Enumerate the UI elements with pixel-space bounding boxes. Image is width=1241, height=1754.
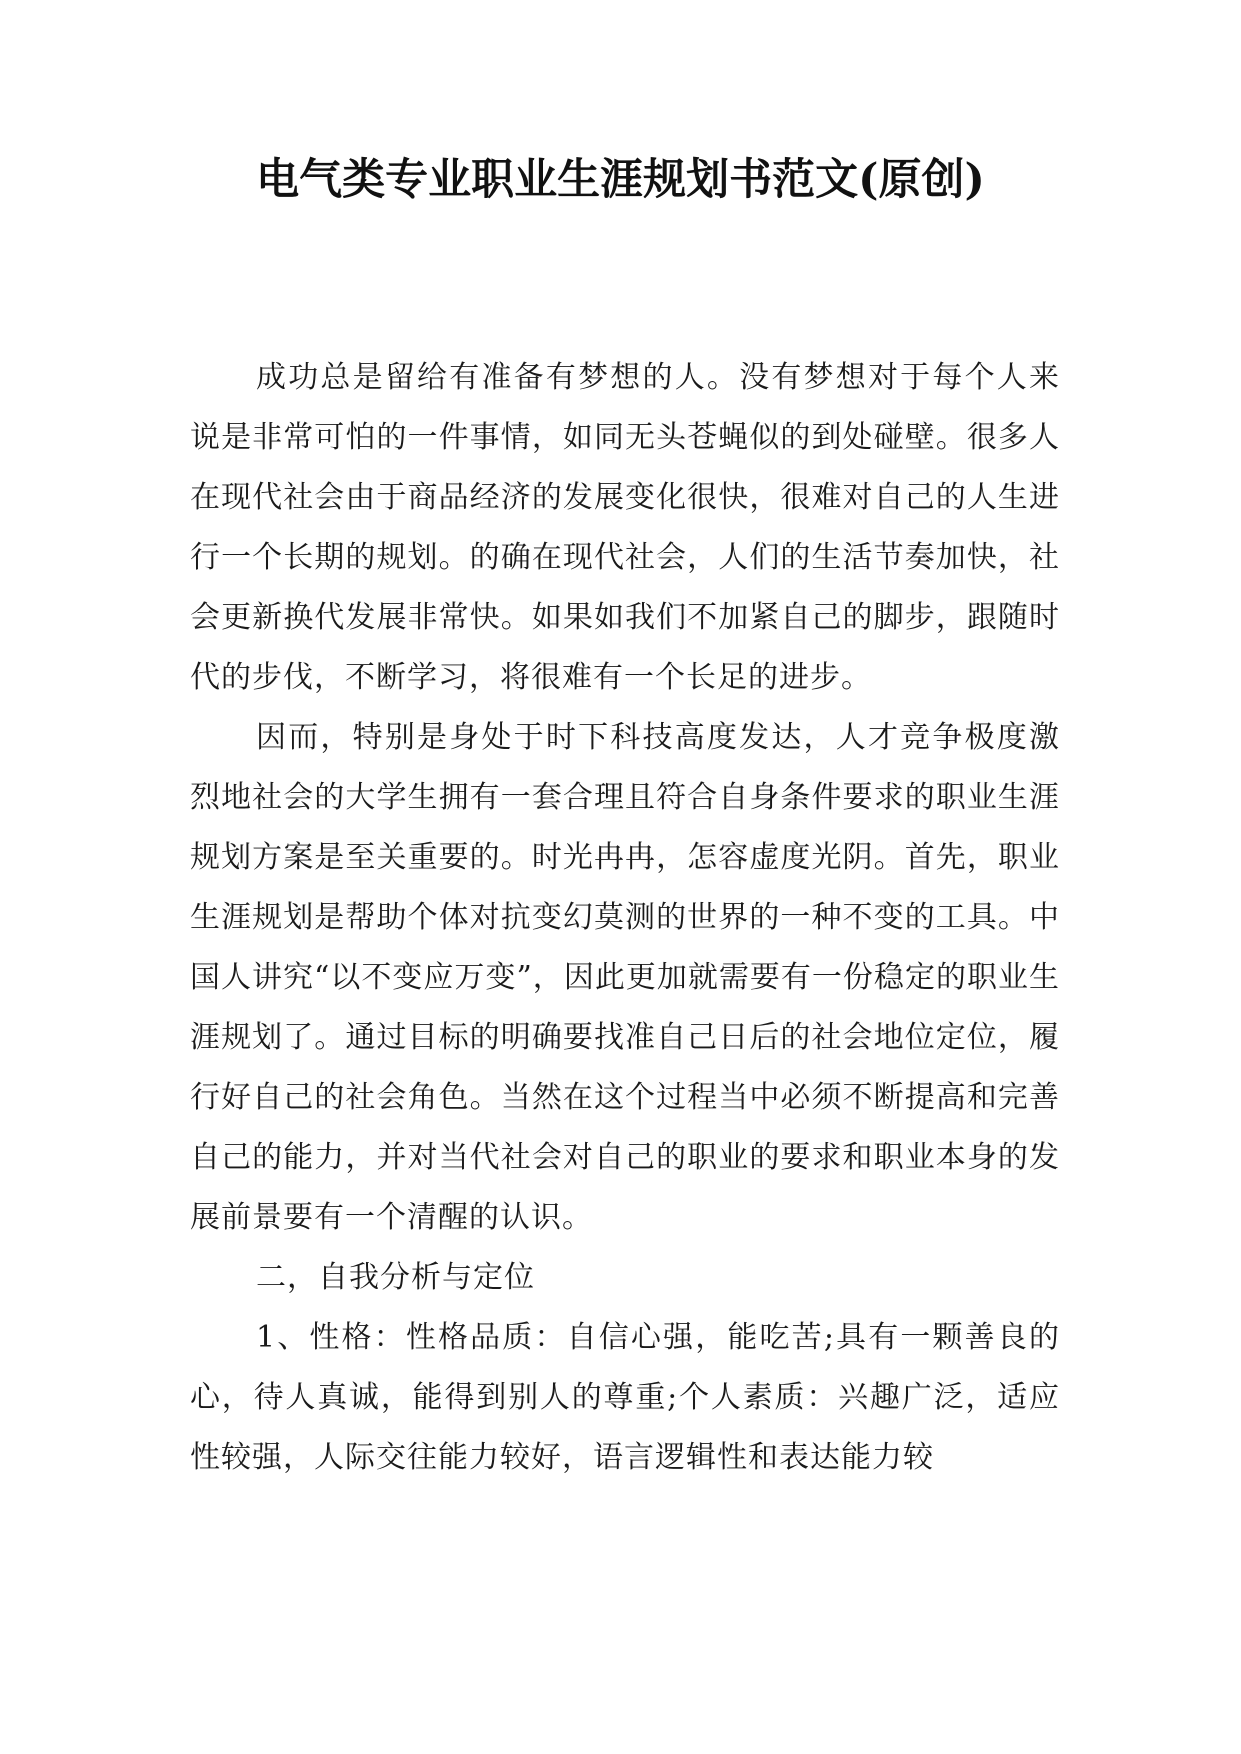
document-body [190,348,1060,1488]
section-heading-self-analysis: 二，自我分析与定位 [256,1260,535,1295]
document-title: 电气类专业职业生涯规划书范文(原创) [256,155,985,205]
paragraph-career-planning-importance: 因而，特别是身处于时下科技高度发达，人才竞争极度激烈地社会的大学生拥有一套合理且符合自身条件要求的职业生涯规划方案是至关重要的。时光冉冉，怎容虚度光阴。首先，职业生涯规划是帮助个体对抗变幻莫测的世界的一种不变的工具。中国人讲究“以不变应万变”，因此更加就需要有一份稳定的职业生涯规划了。通过目标的明确要找准自己日后的社会地位定位，履行好自己的社会角色。当然在这个过程当中必须不断提高和完善自己的能力，并对当代社会对自己的职业的要求和职业本身的发展前景要有一个清醒的认识。 [190,720,1060,1235]
paragraph-personality: 1、性格：性格品质：自信心强，能吃苦;具有一颗善良的心，待人真诚，能得到别人的尊重;个人素质：兴趣广泛，适应性较强，人际交往能力较好，语言逻辑性和表达能力较 [190,1320,1060,1475]
paragraph-intro: 成功总是留给有准备有梦想的人。没有梦想对于每个人来说是非常可怕的一件事情，如同无头苍蝇似的到处碰壁。很多人在现代社会由于商品经济的发展变化很快，很难对自己的人生进行一个长期的规划。的确在现代社会，人们的生活节奏加快，社会更新换代发展非常快。如果如我们不加紧自己的脚步，跟随时代的步伐，不断学习，将很难有一个长足的进步。 [190,360,1060,695]
